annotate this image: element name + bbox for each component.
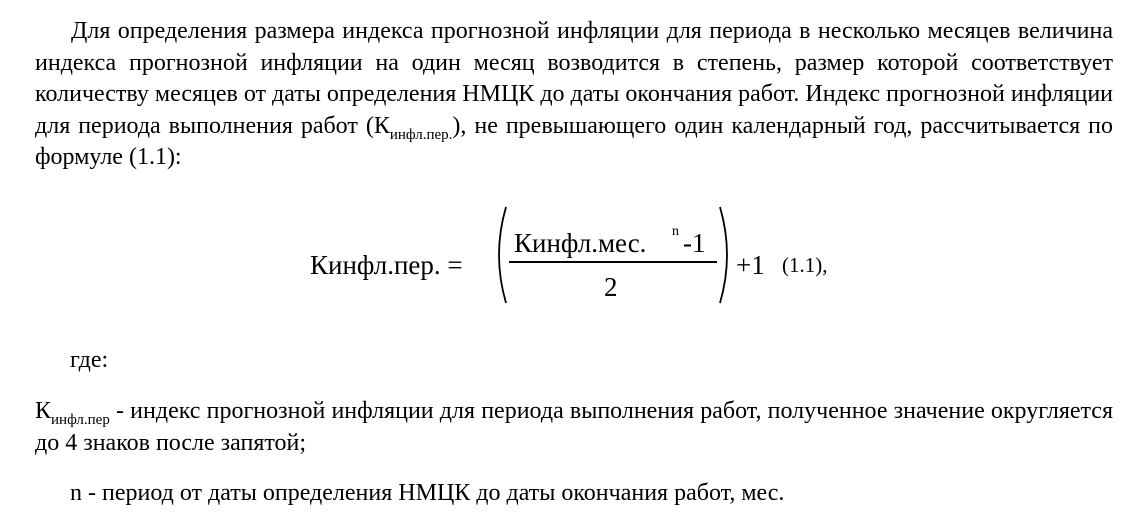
intro-text: Для определения размера индекса прогнозной инфляции для периода в несколько месяцев величина индекса прогнозной инфляции на один месяц возводится в степень, размер которой соответствует количеству месяцев от даты определения НМЦК до даты окончания работ. Индекс прогнозной инфляции для периода выполнения работ (К: [35, 18, 1113, 139]
where-label: где:: [70, 347, 109, 373]
definition-k-subscript: инфл.пер: [51, 412, 110, 428]
numerator-exponent: n: [672, 224, 679, 239]
formula-lhs: Кинфл.пер. =: [310, 250, 463, 280]
left-parenthesis: [490, 205, 510, 305]
formula-plus-one: +1: [736, 250, 765, 280]
numerator-base: Кинфл.мес.: [514, 228, 647, 258]
fraction-bar: [509, 261, 717, 263]
numerator-minus-one: -1: [683, 228, 706, 258]
formula-number: (1.1),: [782, 253, 828, 277]
definition-k-text: - индекс прогнозной инфляции для периода выполнения работ, полученное значение округляется до 4 знаков после запятой;: [35, 398, 1113, 456]
right-parenthesis: [716, 205, 736, 305]
definition-k-paragraph: [35, 396, 1113, 459]
intro-subscript: инфл.пер.: [389, 126, 453, 143]
denominator: 2: [604, 272, 618, 302]
definition-n-paragraph: n - период от даты определения НМЦК до даты окончания работ, мес.: [70, 480, 785, 506]
intro-tail: ), не превышающего один календарный год, рассчитывается по формуле (1.1):: [35, 112, 1113, 170]
definition-k-symbol: К: [35, 398, 52, 424]
